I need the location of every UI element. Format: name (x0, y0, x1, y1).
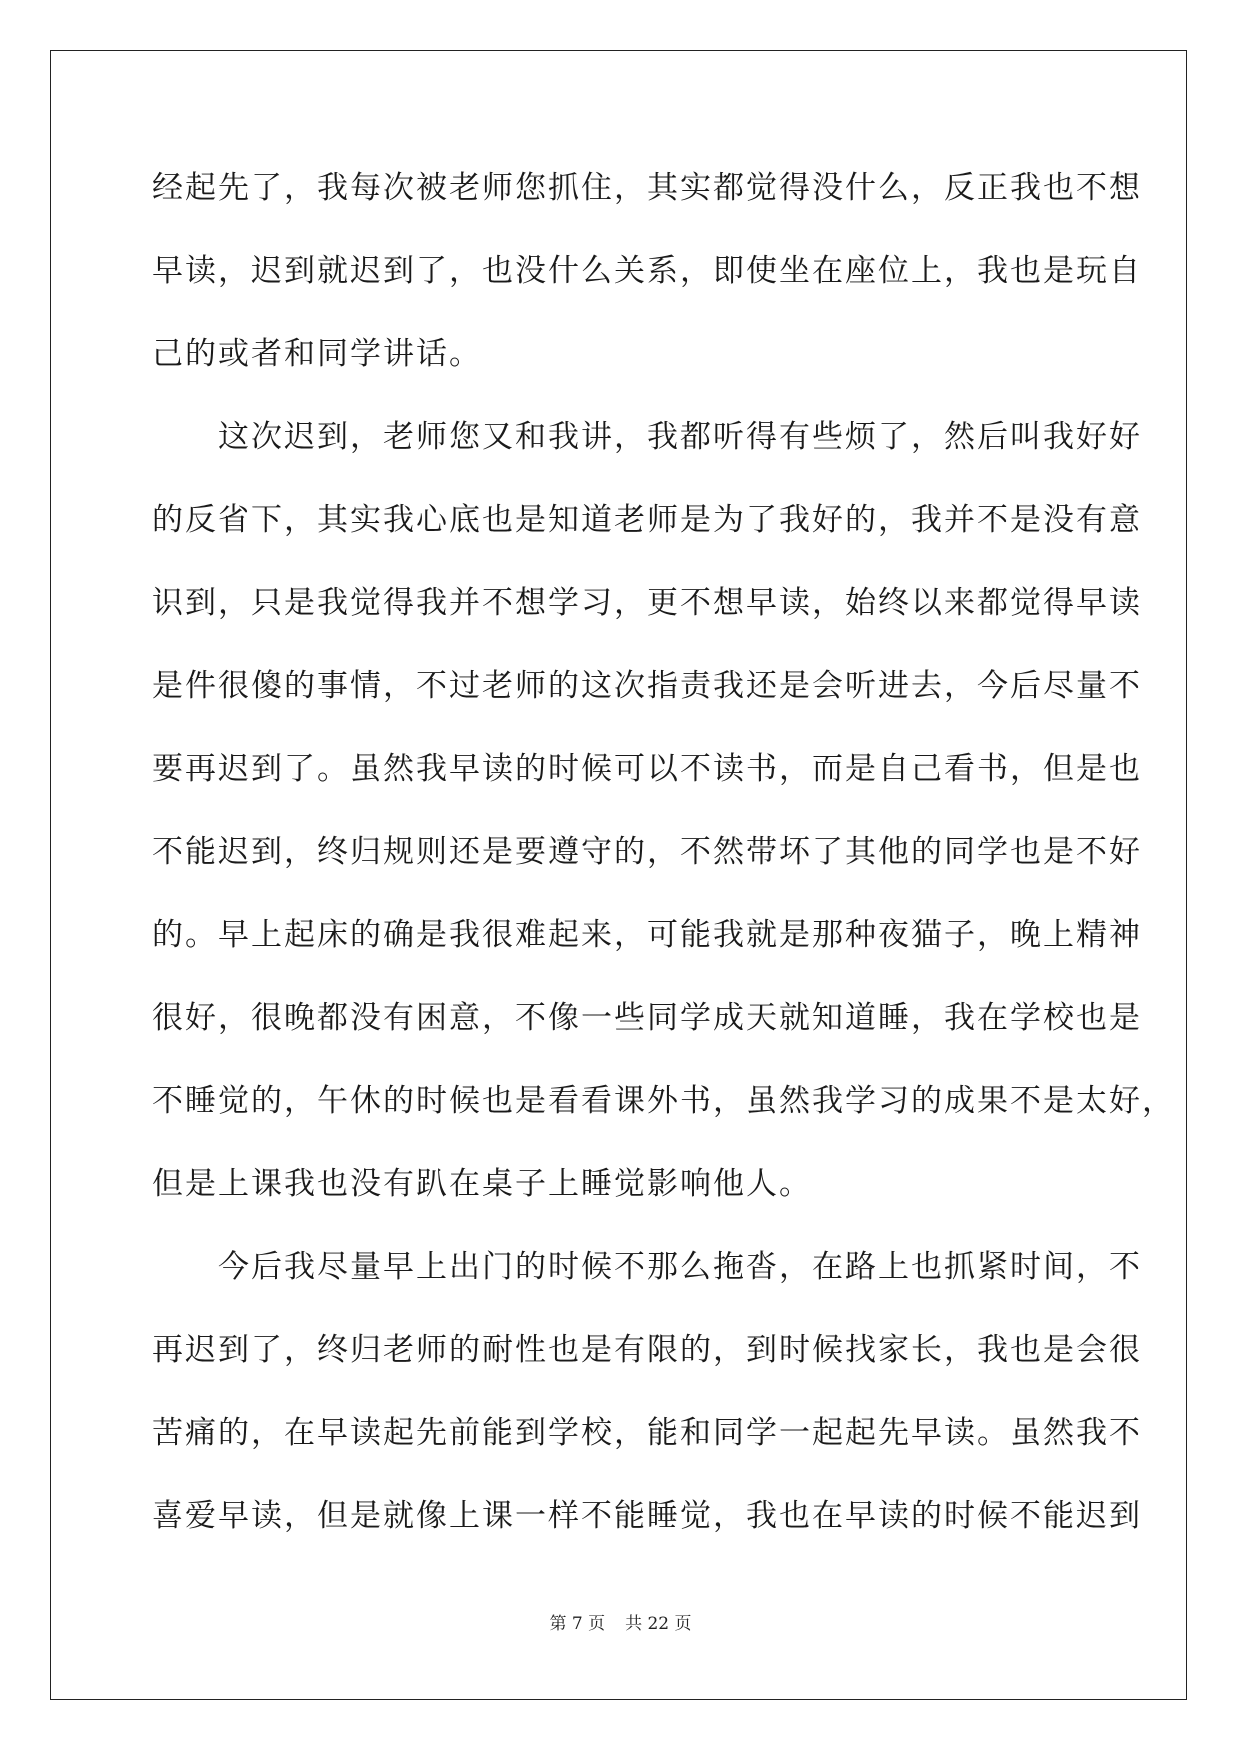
text-line: 经起先了，我每次被老师您抓住，其实都觉得没什么，反正我也不想 (152, 170, 1142, 206)
page-total: 共 22 页 (625, 1614, 692, 1634)
text-line: 今后我尽量早上出门的时候不那么拖沓，在路上也抓紧时间，不 (152, 1249, 1142, 1285)
text-line: 是件很傻的事情，不过老师的这次指责我还是会听进去，今后尽量不 (152, 668, 1142, 704)
text-line: 但是上课我也没有趴在桌子上睡觉影响他人。 (152, 1166, 812, 1202)
text-line: 很好，很晚都没有困意，不像一些同学成天就知道睡，我在学校也是 (152, 1000, 1142, 1036)
text-line: 己的或者和同学讲话。 (152, 336, 482, 372)
text-line: 早读，迟到就迟到了，也没什么关系，即使坐在座位上，我也是玩自 (152, 253, 1142, 289)
text-line: 识到，只是我觉得我并不想学习，更不想早读，始终以来都觉得早读 (152, 585, 1142, 621)
text-line: 喜爱早读，但是就像上课一样不能睡觉，我也在早读的时候不能迟到 (152, 1498, 1142, 1534)
text-line: 不睡觉的，午休的时候也是看看课外书，虽然我学习的成果不是太好， (152, 1083, 1175, 1119)
text-line: 苦痛的，在早读起先前能到学校，能和同学一起起先早读。虽然我不 (152, 1415, 1142, 1451)
text-line: 再迟到了，终归老师的耐性也是有限的，到时候找家长，我也是会很 (152, 1332, 1142, 1368)
text-line: 不能迟到，终归规则还是要遵守的，不然带坏了其他的同学也是不好 (152, 834, 1142, 870)
text-line: 要再迟到了。虽然我早读的时候可以不读书，而是自己看书，但是也 (152, 751, 1142, 787)
text-line: 这次迟到，老师您又和我讲，我都听得有些烦了，然后叫我好好 (152, 419, 1142, 455)
page-footer (0, 1613, 1241, 1635)
text-line: 的。早上起床的确是我很难起来，可能我就是那种夜猫子，晚上精神 (152, 917, 1142, 953)
text-line: 的反省下，其实我心底也是知道老师是为了我好的，我并不是没有意 (152, 502, 1142, 538)
page-number: 第 7 页 (549, 1614, 606, 1634)
